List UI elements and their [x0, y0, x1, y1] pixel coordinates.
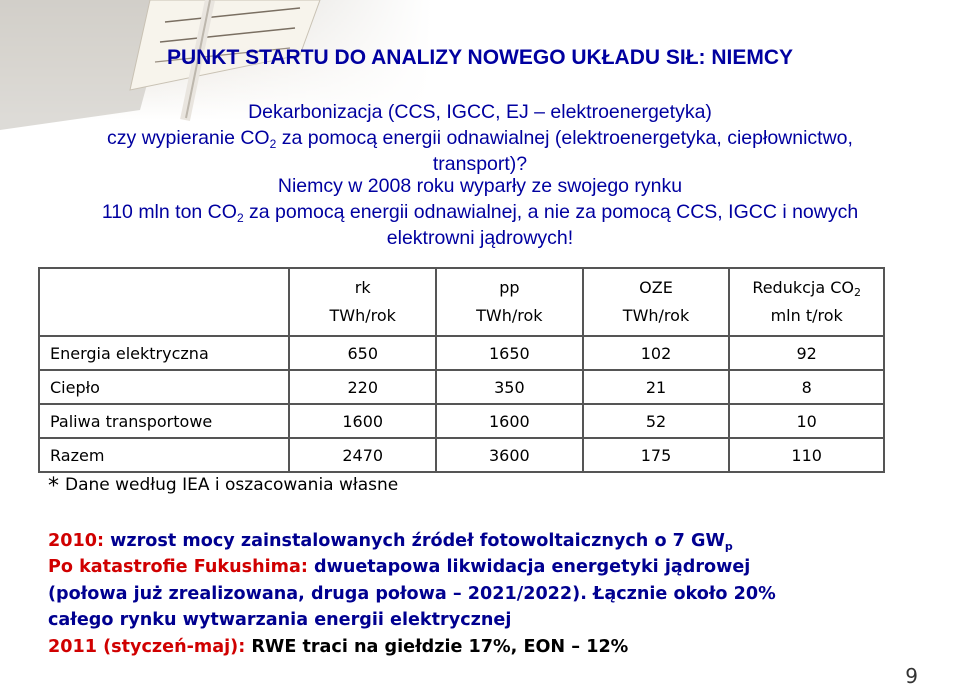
slide-title: PUNKT STARTU DO ANALIZY NOWEGO UKŁADU SIŁ: NIEMCY: [166, 46, 794, 69]
subtitle-block: [0, 173, 960, 251]
table-cell: 650: [289, 336, 436, 370]
row-label: Paliwa transportowe: [39, 404, 289, 438]
energy-table: [38, 267, 885, 473]
table-row: [39, 336, 884, 370]
summary-block: [48, 528, 928, 660]
table-corner-cell: [39, 268, 289, 336]
summary-line: całego rynku wytwarzania energii elektrycznej: [48, 610, 512, 631]
subtitle-line: Niemcy w 2008 roku wyparły ze swojego rynku: [277, 175, 683, 197]
table-row: [39, 438, 884, 472]
summary-line: Po katastrofie Fukushima: dwuetapowa likwidacja energetyki jądrowej: [48, 557, 751, 578]
row-label: Energia elektryczna: [39, 336, 289, 370]
table-cell: 3600: [436, 438, 583, 472]
subtitle-line: elektrowni jądrowych!: [386, 227, 574, 249]
table-row: [39, 404, 884, 438]
row-label: Ciepło: [39, 370, 289, 404]
table-cell: 1650: [436, 336, 583, 370]
subtitle-line: czy wypieranie $CO_2$ za pomocą energii odnawialnej (elektroenergetyka, ciepłownictwo,: [107, 127, 853, 151]
table-cell: 1600: [436, 404, 583, 438]
page-number: 9: [905, 664, 918, 688]
subtitle-line: 110 mln ton $CO_2$ za pomocą energii odnawialnej, a nie za pomocą CCS, IGCC i nowych: [101, 201, 859, 225]
subtitle-block: [0, 99, 960, 177]
table-cell: 10: [729, 404, 884, 438]
subtitle-line: Dekarbonizacja (CCS, IGCC, EJ – elektroenergetyka): [248, 101, 712, 123]
table-cell: 21: [583, 370, 730, 404]
table-cell: 52: [583, 404, 730, 438]
table-header-cell: OZE TWh/rok: [583, 268, 730, 336]
table-header-cell: pp TWh/rok: [436, 268, 583, 336]
table-cell: 220: [289, 370, 436, 404]
table-header-row: [39, 268, 884, 336]
table-cell: 102: [583, 336, 730, 370]
summary-line: 2011 (styczeń-maj): RWE traci na giełdzie 17%, EON – 12%: [48, 636, 629, 657]
summary-line: (połowa już zrealizowana, druga połowa – 2021/2022). Łącznie około 20%: [48, 583, 776, 604]
source-note-text: Dane według IEA i oszacowania własne: [65, 475, 399, 495]
table-header-cell: rk TWh/rok: [289, 268, 436, 336]
table-cell: 1600: [289, 404, 436, 438]
asterisk-icon: *: [48, 474, 59, 499]
table-row: [39, 370, 884, 404]
table-cell: 8: [729, 370, 884, 404]
table-cell: 2470: [289, 438, 436, 472]
subtitle-line: transport)?: [432, 153, 528, 175]
table-cell: 110: [729, 438, 884, 472]
table-cell: 175: [583, 438, 730, 472]
row-label: Razem: [39, 438, 289, 472]
table-header-cell: Redukcja $CO_2$ mln t/rok: [729, 268, 884, 336]
table-cell: 350: [436, 370, 583, 404]
source-note: [48, 474, 398, 499]
table-cell: 92: [729, 336, 884, 370]
summary-line: 2010: wzrost mocy zainstalowanych źródeł fotowoltaicznych o 7 $GW_p$: [48, 531, 733, 553]
